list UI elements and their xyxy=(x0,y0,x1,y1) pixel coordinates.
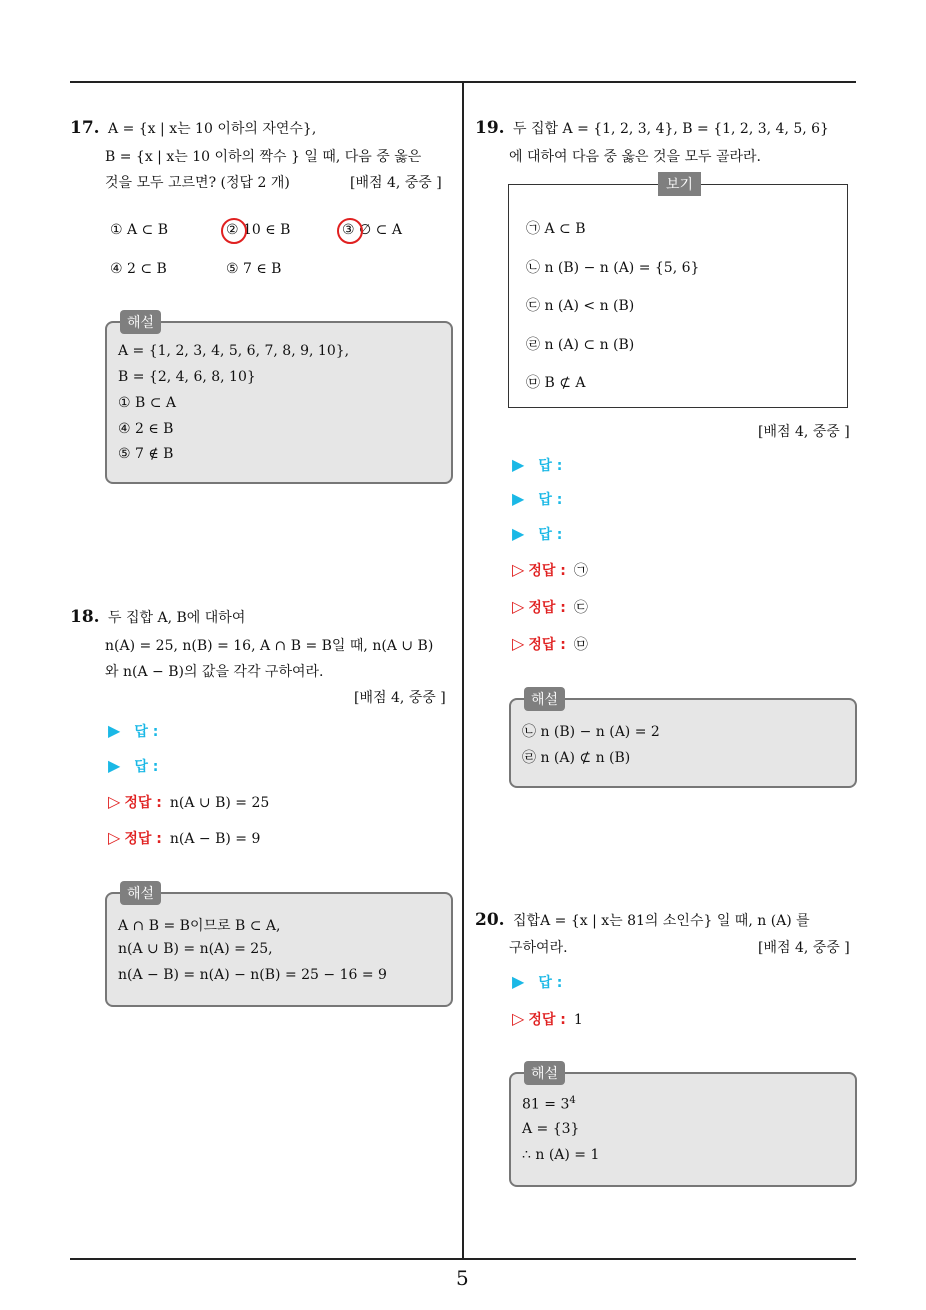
q19-explain-1: ㉡ n (B) − n (A) = 2 xyxy=(522,724,660,740)
page-number: 5 xyxy=(456,1266,469,1290)
q17-text1: A = {x | x는 10 이하의 자연수}, xyxy=(108,121,317,137)
q20-answer-1[interactable]: ▶ 답 : xyxy=(512,972,563,991)
q20-explain-2: A = {3} xyxy=(522,1121,580,1137)
q19-answer-3[interactable]: ▶ 답 : xyxy=(512,524,563,543)
q18-explanation-tag: 해설 xyxy=(120,881,161,905)
q19-correct-1: ▷ 정답 : ㉠ xyxy=(512,560,588,579)
q20-explain-exponent: 4 xyxy=(569,1095,576,1106)
q20-explanation-tag: 해설 xyxy=(524,1061,565,1085)
q18-explain-1: A ∩ B = B이므로 B ⊂ A, xyxy=(118,918,281,934)
q17-choice-5[interactable]: ⑤ 7 ∈ B xyxy=(226,261,282,277)
q19-correct-2: ▷ 정답 : ㉢ xyxy=(512,597,588,616)
q19-correct-3: ▷ 정답 : ㉤ xyxy=(512,634,588,653)
q18-answer-2[interactable]: ▶ 답 : xyxy=(108,756,159,775)
correct-triangle-icon: ▷ xyxy=(512,597,525,616)
q19-line2: 에 대하여 다음 중 옳은 것을 모두 골라라. xyxy=(509,149,761,165)
q20-explain-1 xyxy=(522,1095,576,1113)
correct-triangle-icon: ▷ xyxy=(512,634,525,653)
q17-line1 xyxy=(70,118,316,138)
q18-text1: 두 집합 A, B에 대하여 xyxy=(108,610,246,626)
q19-explanation-tag: 해설 xyxy=(524,687,565,711)
answer-triangle-icon: ▶ xyxy=(108,721,121,740)
correct-triangle-icon: ▷ xyxy=(512,1009,525,1028)
q19-text1: 두 집합 A = {1, 2, 3, 4}, B = {1, 2, 3, 4, 5, 6} xyxy=(513,121,829,137)
q17-line2: B = {x | x는 10 이하의 짝수 } 일 때, 다음 중 옳은 xyxy=(105,149,422,165)
answer-triangle-icon: ▶ xyxy=(108,756,121,775)
q17-explain-1: A = {1, 2, 3, 4, 5, 6, 7, 8, 9, 10}, xyxy=(118,343,350,359)
q17-explain-2: B = {2, 4, 6, 8, 10} xyxy=(118,369,256,385)
q20-line1 xyxy=(475,910,810,930)
q19-bogi-3: ㉢ n (A) < n (B) xyxy=(526,298,635,314)
q17-explain-3: ① B ⊂ A xyxy=(118,395,177,411)
answer-triangle-icon: ▶ xyxy=(512,455,525,474)
answer-triangle-icon: ▶ xyxy=(512,972,525,991)
answer-triangle-icon: ▶ xyxy=(512,524,525,543)
q18-answer-1[interactable]: ▶ 답 : xyxy=(108,721,159,740)
q17-choice-4[interactable]: ④ 2 ⊂ B xyxy=(110,261,167,277)
column-divider xyxy=(462,81,464,1259)
q20-correct-1: ▷ 정답 : 1 xyxy=(512,1009,583,1028)
q17-choice-1[interactable]: ① A ⊂ B xyxy=(110,222,169,238)
q19-bogi-5: ㉤ B ⊄ A xyxy=(526,375,586,391)
q19-bogi-tag: 보기 xyxy=(658,172,701,196)
q18-number: 18. xyxy=(70,607,100,627)
q17-explanation-tag: 해설 xyxy=(120,310,161,334)
bottom-rule xyxy=(70,1258,856,1260)
q18-line3: 와 n(A − B)의 값을 각각 구하여라. xyxy=(105,664,324,680)
q19-explanation-box xyxy=(509,698,857,788)
q17-choice-2-circle-mark xyxy=(221,218,247,244)
q18-line1 xyxy=(70,607,245,627)
q19-number: 19. xyxy=(475,118,505,138)
q20-score: [배점 4, 중중 ] xyxy=(758,940,850,956)
q17-choice-3-circle-mark xyxy=(337,218,363,244)
q20-number: 20. xyxy=(475,910,505,930)
q17-choice-2[interactable]: ② 10 ∈ B xyxy=(226,222,291,238)
q18-correct-1: ▷ 정답 : n(A ∪ B) = 25 xyxy=(108,792,270,811)
q19-bogi-4: ㉣ n (A) ⊂ n (B) xyxy=(526,337,635,353)
q19-bogi-2: ㉡ n (B) − n (A) = {5, 6} xyxy=(526,260,700,276)
q20-explain-base: 81 = 3 xyxy=(522,1096,570,1113)
q18-correct-2: ▷ 정답 : n(A − B) = 9 xyxy=(108,828,261,847)
q19-answer-1[interactable]: ▶ 답 : xyxy=(512,455,563,474)
correct-triangle-icon: ▷ xyxy=(512,560,525,579)
q19-score: [배점 4, 중중 ] xyxy=(758,424,850,440)
q19-explain-2: ㉣ n (A) ⊄ n (B) xyxy=(522,750,631,766)
q19-answer-2[interactable]: ▶ 답 : xyxy=(512,489,563,508)
correct-triangle-icon: ▷ xyxy=(108,792,121,811)
answer-triangle-icon: ▶ xyxy=(512,489,525,508)
q17-explain-5: ⑤ 7 ∉ B xyxy=(118,446,174,462)
q18-score: [배점 4, 중중 ] xyxy=(354,690,446,706)
q18-explain-3: n(A − B) = n(A) − n(B) = 25 − 16 = 9 xyxy=(118,967,387,983)
q17-line3: 것을 모두 고르면? (정답 2 개) xyxy=(105,175,290,191)
correct-triangle-icon: ▷ xyxy=(108,828,121,847)
q17-number: 17. xyxy=(70,118,100,138)
q18-explain-2: n(A ∪ B) = n(A) = 25, xyxy=(118,941,273,957)
q17-choice-3[interactable]: ③ ∅ ⊂ A xyxy=(342,222,402,238)
q20-line2: 구하여라. xyxy=(509,940,568,956)
q20-text1: 집합A = {x | x는 81의 소인수} 일 때, n (A) 를 xyxy=(513,913,810,929)
q18-line2: n(A) = 25, n(B) = 16, A ∩ B = B일 때, n(A ∪ B) xyxy=(105,638,434,654)
q20-explain-3: ∴ n (A) = 1 xyxy=(522,1147,600,1163)
q17-score: [배점 4, 중중 ] xyxy=(350,175,442,191)
q17-explain-4: ④ 2 ∈ B xyxy=(118,421,174,437)
q19-bogi-1: ㉠ A ⊂ B xyxy=(526,221,586,237)
q19-line1 xyxy=(475,118,829,138)
